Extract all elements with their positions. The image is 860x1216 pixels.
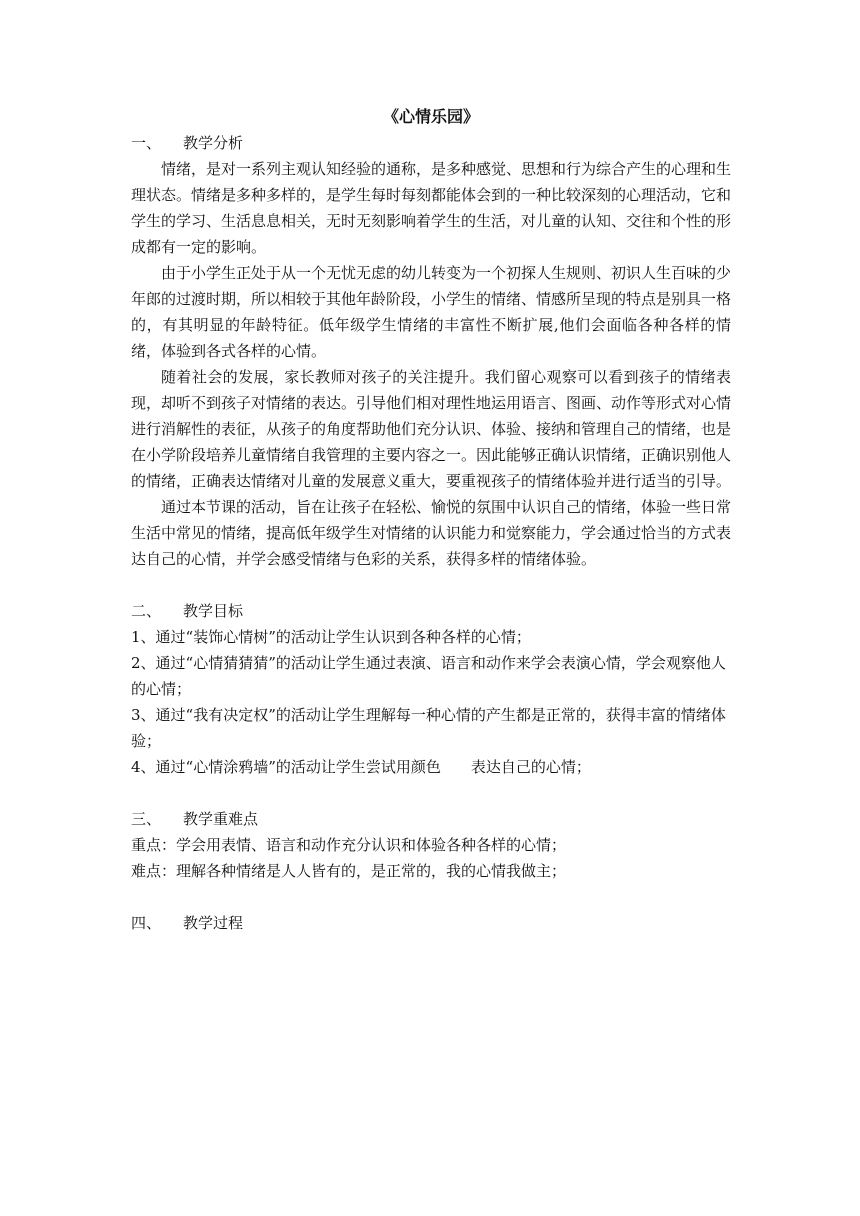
goal-item: 3、通过“我有决定权”的活动让学生理解每一种心情的产生都是正常的，获得丰富的情绪体验；: [131, 706, 726, 750]
section-number: 二、: [131, 602, 162, 620]
paragraph: 情绪，是对一系列主观认知经验的通称，是多种感觉、思想和行为综合产生的心理和生理状态。情绪是多种多样的，是学生每时每刻都能体会到的一种比较深刻的心理活动，它和学生的学习、生活息息相关，无时无刻影响着学生的生活，对儿童的认知、交往和个性的形成都有一定的影响。: [131, 160, 732, 256]
section-teaching-goals: [131, 598, 731, 780]
goal-item-text: 表达自己的心情；: [470, 758, 591, 776]
section-heading: [131, 598, 731, 624]
section-teaching-analysis: [131, 130, 731, 572]
section-title: 教学分析: [183, 134, 244, 152]
goal-item: 2、通过“心情猜猜猜”的活动让学生通过表演、语言和动作来学会表演心情，学会观察他人的心情；: [131, 654, 726, 698]
section-key-points: [131, 806, 731, 884]
paragraph: 通过本节课的活动，旨在让孩子在轻松、愉悦的氛围中认识自己的情绪，体验一些日常生活中常见的情绪，提高低年级学生对情绪的认识能力和觉察能力，学会通过恰当的方式表达自己的心情，并学会感受情绪与色彩的关系，获得多样的情绪体验。: [131, 498, 732, 568]
section-teaching-process: [131, 910, 731, 936]
paragraph: 由于小学生正处于从一个无忧无虑的幼儿转变为一个初探人生规则、初识人生百味的少年郎的过渡时期，所以相较于其他年龄阶段，小学生的情绪、情感所呈现的特点是别具一格的，有其明显的年龄特征。低年级学生情绪的丰富性不断扩展,他们会面临各种各样的情绪，体验到各式各样的心情。: [131, 264, 732, 360]
section-number: 三、: [131, 810, 162, 828]
document-body: [131, 104, 731, 936]
document-title: 《心情乐园》: [382, 107, 479, 126]
blank-line: [131, 884, 731, 910]
section-title: 教学重难点: [183, 810, 259, 828]
key-point-item: 重点：学会用表情、语言和动作充分认识和体验各种各样的心情；: [131, 836, 567, 854]
goal-item: 1、通过“装饰心情树”的活动让学生认识到各种各样的心情；: [131, 628, 531, 646]
section-title: 教学过程: [183, 914, 244, 932]
section-title: 教学目标: [183, 602, 244, 620]
blank-line: [131, 572, 731, 598]
paragraph: 随着社会的发展，家长教师对孩子的关注提升。我们留心观察可以看到孩子的情绪表现，却听不到孩子对情绪的表达。引导他们相对理性地运用语言、图画、动作等形式对心情进行消解性的表征，从孩子的角度帮助他们充分认识、体验、接纳和管理自己的情绪，也是在小学阶段培养儿童情绪自我管理的主要内容之一。因此能够正确认识情绪，正确识别他人的情绪，正确表达情绪对儿童的发展意义重大，要重视孩子的情绪体验并进行适当的引导。: [131, 368, 732, 490]
difficulty-item: 难点：理解各种情绪是人人皆有的，是正常的，我的心情我做主；: [131, 862, 567, 880]
section-heading: [131, 910, 731, 936]
goal-item-text: 4、通过“心情涂鸦墙”的活动让学生尝试用颜色: [131, 758, 441, 776]
section-heading: [131, 130, 731, 156]
blank-line: [131, 780, 731, 806]
section-heading: [131, 806, 731, 832]
section-number: 四、: [131, 914, 162, 932]
section-number: 一、: [131, 134, 162, 152]
goal-item: [131, 754, 731, 780]
